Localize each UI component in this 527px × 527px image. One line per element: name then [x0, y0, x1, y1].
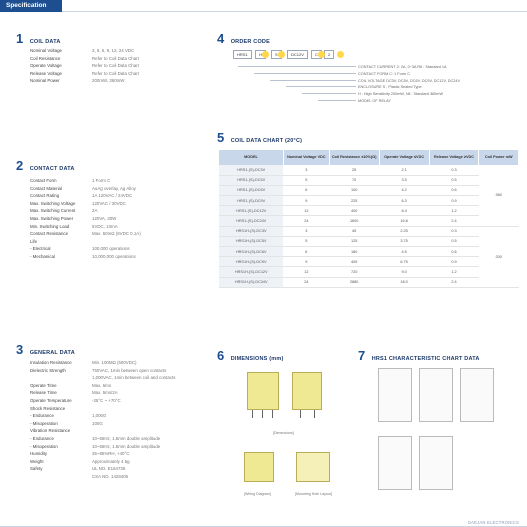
spec-row: [30, 207, 98, 215]
spec-value: 100,000 operations: [92, 246, 130, 252]
spec-value: Refer to Coil Data Chart: [92, 70, 139, 76]
table-cell: 2.1: [379, 165, 429, 175]
table-row: [219, 267, 519, 277]
spec-label: - Endurance: [30, 413, 54, 419]
table-cell: 6.75: [379, 257, 429, 267]
coil-chart-heading: [217, 129, 302, 147]
coil-data-heading: [16, 30, 61, 48]
table-header: MODEL: [219, 150, 283, 165]
spec-label: - Mechanical: [30, 253, 55, 259]
table-cell: 6: [283, 185, 329, 195]
spec-label: Safety: [30, 466, 43, 472]
table-cell: 2.4: [429, 216, 479, 226]
spec-row: [30, 47, 135, 55]
table-cell: 5: [283, 175, 329, 185]
table-row: [219, 257, 519, 267]
model-cell: HRS1-(S)-DC6V: [219, 185, 283, 195]
spec-label: Min. Switching Load: [30, 223, 70, 229]
model-cell: HRS1H-(S)-DC6V: [219, 247, 283, 257]
table-header: Coil Power mW: [479, 150, 519, 165]
spec-row: [30, 215, 117, 223]
table-cell: 225: [329, 196, 379, 206]
table-header: Coil Resistance ±10%(Ω): [329, 150, 379, 165]
section-title: HRS1 CHARACTERISTIC CHART DATA: [371, 356, 480, 362]
section-number: 3: [16, 342, 24, 357]
spec-row: [30, 443, 161, 451]
spec-value: 35~85%RH, +40°C: [92, 451, 130, 457]
spec-label: Dielectric Strength: [30, 367, 66, 373]
table-cell: 6.3: [379, 196, 429, 206]
order-code-part: HRS1: [233, 50, 252, 59]
relay-top-view: [247, 372, 279, 410]
spec-value: Max. 50mΩ (6VDC 0.1A): [92, 231, 141, 237]
table-row: [219, 216, 519, 226]
order-code-description: H : High Sensitivity 200mW, Nil : Standard 360mW: [358, 92, 444, 97]
order-code-description: ENCLOSURE S : Plastic Sealed Type: [358, 85, 422, 90]
spec-label: Max. Switching Current: [30, 208, 76, 214]
table-cell: 18.0: [379, 277, 429, 287]
spec-label: Life: [30, 238, 38, 244]
table-cell: 24: [283, 216, 329, 226]
spec-row: [30, 382, 112, 390]
order-code-description: MODEL OF RELAY: [358, 99, 391, 103]
characteristic-chart-2: [419, 368, 453, 422]
spec-label: Weight: [30, 458, 44, 464]
table-cell: 45: [329, 226, 379, 236]
table-cell: 12: [283, 267, 329, 277]
spec-row: [30, 62, 139, 70]
spec-label: Nominal Voltage: [30, 48, 62, 53]
spec-label: Insulation Resistance: [30, 360, 72, 365]
spec-value: 1 Form C: [92, 178, 111, 183]
table-cell: 100: [329, 185, 379, 195]
table-cell: 2.4: [429, 277, 479, 287]
dimensions-caption: [Dimensions]: [273, 431, 294, 435]
table-cell: 9: [283, 257, 329, 267]
section-number: 2: [16, 158, 24, 173]
table-row: [219, 226, 519, 236]
spec-value: 10~55Hz, 1.5mm double amplitude: [92, 435, 161, 441]
order-code-part: S: [271, 50, 282, 59]
order-code-description: CONTACT CURRENT 2: 2A, 0~3A R6 : Standard 1A: [358, 65, 447, 69]
spec-label: Max. Switching Power: [30, 215, 74, 221]
table-cell: 70: [329, 175, 379, 185]
spec-label: Shock Resistance: [30, 405, 66, 411]
table-cell: 0.5: [429, 175, 479, 185]
table-cell: 0.3: [429, 226, 479, 236]
spec-label: Operate Temperature: [30, 397, 72, 403]
spec-value: 2A: [92, 208, 98, 214]
spec-row: [30, 397, 121, 405]
spec-label: Max. Switching Voltage: [30, 200, 76, 206]
spec-value: AuAg overlay, Ag Alloy: [92, 185, 136, 191]
spec-label: Operate Voltage: [30, 63, 62, 69]
table-cell: 3.75: [379, 236, 429, 246]
table-cell: 400: [329, 206, 379, 216]
model-cell: HRS1H-(S)-DC24V: [219, 277, 283, 287]
spec-value: 1A 120VAC / 24VDC: [92, 193, 133, 199]
spec-row: [30, 177, 111, 185]
order-code-part: C: [311, 50, 322, 59]
table-row: [219, 277, 519, 287]
model-cell: HRS1-(S)-DC3V: [219, 165, 283, 175]
spec-row: [30, 389, 118, 397]
table-cell: 180: [329, 247, 379, 257]
table-row: [219, 165, 519, 175]
table-cell: 125: [329, 236, 379, 246]
model-cell: HRS1H-(S)-DC12V: [219, 267, 283, 277]
table-cell: 0.9: [429, 257, 479, 267]
spec-value: 120VA, 30W: [92, 215, 117, 221]
table-cell: 1600: [329, 216, 379, 226]
spec-row: [30, 367, 167, 375]
spec-row: [30, 192, 133, 200]
characteristic-chart-1: [378, 368, 412, 422]
table-cell: 4.5: [379, 247, 429, 257]
table-cell: 1.2: [429, 206, 479, 216]
section-number: 5: [217, 130, 225, 145]
table-header: Release Voltage ≥VDC: [429, 150, 479, 165]
section-number: 4: [217, 31, 225, 46]
table-cell: 2880: [329, 277, 379, 287]
section-title: COIL DATA CHART (20°C): [230, 138, 303, 144]
spec-row: [30, 405, 72, 413]
characteristic-chart-4: [378, 436, 412, 490]
spec-label: Nominal Power: [30, 78, 60, 84]
spec-label: - Misoperation: [30, 420, 58, 426]
table-row: [219, 247, 519, 257]
spec-value: Max. 5ms/2A: [92, 390, 118, 396]
spec-label: Vibration Resistance: [30, 428, 71, 434]
spec-value: Refer to Coil Data Chart: [92, 55, 139, 61]
spec-value: 200mW, 360mW: [92, 78, 125, 84]
coil-power-cell: 360: [479, 165, 519, 226]
table-cell: 8.4: [379, 206, 429, 216]
table-cell: 3: [283, 226, 329, 236]
spec-row: [30, 374, 176, 382]
spec-value: 750VAC, 1min between open contacts: [92, 367, 167, 373]
spec-row: [30, 185, 136, 193]
spec-row: [30, 450, 130, 458]
table-cell: 24: [283, 277, 329, 287]
order-code-marker: [337, 51, 344, 58]
model-cell: HRS1H-(S)-DC3V: [219, 226, 283, 236]
spec-row: [30, 200, 126, 208]
table-cell: 1.2: [429, 267, 479, 277]
characteristic-heading: [358, 347, 480, 365]
table-cell: 2.25: [379, 226, 429, 236]
order-code-part: H: [255, 50, 266, 59]
order-code-part: DC12V: [287, 50, 308, 59]
spec-value: Max. 5ms: [92, 382, 112, 388]
spec-value: CSA NO. 1428406: [92, 473, 129, 479]
section-title: CONTACT DATA: [29, 166, 75, 172]
spec-row: [30, 245, 130, 253]
table-cell: 3.5: [379, 175, 429, 185]
wiring-caption: [Wiring Diagram]: [244, 492, 271, 496]
spec-row: [30, 458, 130, 466]
order-code-heading: [217, 30, 270, 48]
order-code-description: COIL VOLTAGE DC3V, DC5V, DC6V, DC9V, DC12V, DC24V: [358, 78, 460, 83]
table-cell: 9.0: [379, 267, 429, 277]
coil-data-list: [30, 47, 139, 85]
spec-value: 100G: [92, 420, 103, 426]
spec-value: 3, 5, 6, 9, 12, 24 VDC: [92, 48, 135, 53]
table-cell: 9: [283, 196, 329, 206]
spec-value: -25°C ~ +70°C: [92, 397, 121, 403]
coil-data-table: [219, 150, 519, 288]
spec-value: Refer to Coil Data Chart: [92, 63, 139, 69]
table-cell: 6: [283, 247, 329, 257]
spec-value: UL NO. E164736: [92, 466, 126, 472]
spec-row: [30, 253, 136, 261]
contact-data-list: [30, 177, 141, 261]
spec-value: 5VDC, 10mA: [92, 223, 118, 229]
spec-row: [30, 435, 161, 443]
spec-row: [30, 412, 107, 420]
table-header: Nominal Voltage VDC: [283, 150, 329, 165]
spec-value: 120VAC / 30VDC: [92, 200, 126, 206]
spec-label: - Endurance: [30, 435, 54, 441]
characteristic-chart-5: [419, 436, 453, 490]
section-number: 1: [16, 31, 24, 46]
table-row: [219, 236, 519, 246]
model-cell: HRS1-(S)-DC5V: [219, 175, 283, 185]
coil-power-cell: 200: [479, 226, 519, 287]
spec-row: [30, 77, 125, 85]
spec-row: [30, 55, 139, 63]
order-code-marker: [262, 51, 269, 58]
section-title: COIL DATA: [29, 39, 61, 45]
table-cell: 4.2: [379, 185, 429, 195]
spec-label: Contact Resistance: [30, 231, 69, 237]
spec-row: [30, 465, 126, 473]
model-cell: HRS1-(S)-DC12V: [219, 206, 283, 216]
table-header: Operate Voltage ≤VDC: [379, 150, 429, 165]
contact-data-heading: [16, 157, 75, 175]
spec-row: [30, 223, 118, 231]
header-bar: [0, 0, 527, 12]
spec-label: Contact Form: [30, 178, 57, 183]
spec-row: [30, 238, 75, 246]
spec-label: Humidity: [30, 451, 48, 457]
model-cell: HRS1H-(S)-DC5V: [219, 236, 283, 246]
table-cell: 0.9: [429, 196, 479, 206]
table-row: [219, 185, 519, 195]
spec-row: [30, 420, 103, 428]
mounting-caption: [Mounting Hole Layout]: [295, 492, 332, 496]
table-cell: 405: [329, 257, 379, 267]
mounting-layout-box: [296, 452, 330, 482]
table-cell: 720: [329, 267, 379, 277]
spec-label: Release Voltage: [30, 70, 62, 76]
spec-row: [30, 70, 139, 78]
table-cell: 5: [283, 236, 329, 246]
section-number: 6: [217, 348, 225, 363]
order-code-part: 2: [324, 50, 334, 59]
model-cell: HRS1-(S)-DC24V: [219, 216, 283, 226]
table-cell: 0.3: [429, 165, 479, 175]
section-tab-specification: Specification: [0, 0, 62, 12]
spec-value: Min. 100MΩ (500VDC): [92, 360, 137, 365]
table-cell: 3: [283, 165, 329, 175]
spec-label: Operate Time: [30, 382, 57, 388]
spec-value: Approximately 4.5g: [92, 458, 130, 464]
spec-label: Contact Rating: [30, 193, 60, 199]
characteristic-chart-3: [460, 368, 494, 422]
model-cell: HRS1-(S)-DC9V: [219, 196, 283, 206]
section-title: DIMENSIONS (mm): [230, 356, 284, 362]
spec-row: [30, 427, 72, 435]
section-title: GENERAL DATA: [29, 350, 75, 356]
wiring-diagram-box: [244, 452, 274, 482]
spec-value: 10,000,000 operations: [92, 253, 136, 259]
table-cell: 25: [329, 165, 379, 175]
spec-label: - Electrical: [30, 246, 51, 252]
spec-value: 1,000VAC, 1min between coil and contacts: [92, 375, 176, 381]
table-row: [219, 206, 519, 216]
section-number: 7: [358, 348, 366, 363]
order-code-marker: [318, 51, 325, 58]
table-cell: 16.8: [379, 216, 429, 226]
section-title: ORDER CODE: [230, 39, 270, 45]
spec-row: [30, 473, 129, 481]
table-cell: 0.5: [429, 236, 479, 246]
order-code-description: CONTACT FORM C: 1 Form C: [358, 71, 410, 76]
spec-value: 10~55Hz, 1.5mm double amplitude: [92, 443, 161, 449]
general-data-heading: [16, 341, 75, 359]
spec-row: [30, 230, 141, 238]
dimensions-heading: [217, 347, 284, 365]
relay-side-view: [292, 372, 322, 410]
table-row: [219, 196, 519, 206]
table-cell: 0.6: [429, 247, 479, 257]
table-cell: 12: [283, 206, 329, 216]
order-code-marker: [278, 51, 285, 58]
general-data-list: [30, 359, 176, 481]
table-row: [219, 175, 519, 185]
spec-label: Coil Resistance: [30, 55, 61, 61]
spec-row: [30, 359, 137, 367]
spec-label: - Misoperation: [30, 443, 58, 449]
spec-label: Release Time: [30, 390, 57, 396]
spec-label: Contact Material: [30, 185, 62, 191]
spec-value: 1,000G: [92, 413, 107, 419]
model-cell: HRS1H-(S)-DC9V: [219, 257, 283, 267]
table-cell: 0.6: [429, 185, 479, 195]
footer-brand: DAEJAN ELECTRONICS: [467, 520, 519, 525]
